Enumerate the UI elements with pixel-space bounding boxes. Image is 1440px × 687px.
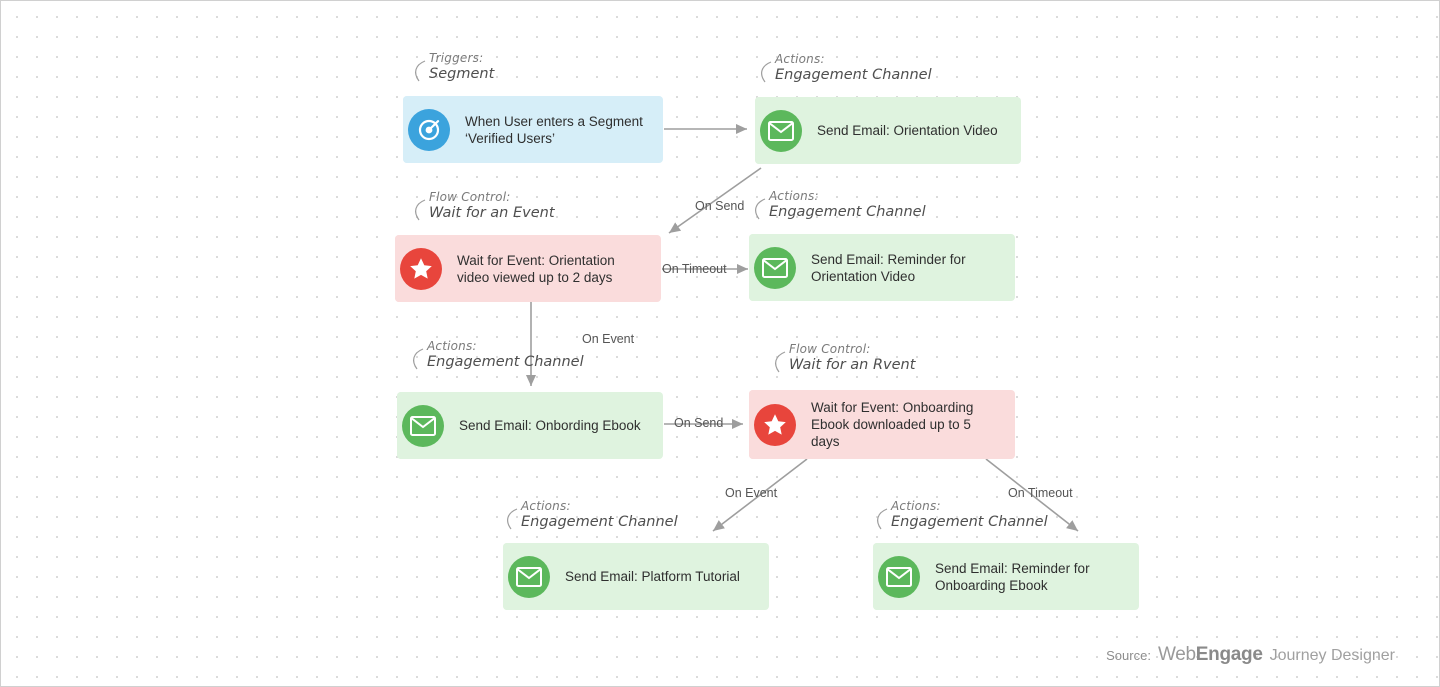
label-type: Wait for an Rvent (789, 357, 916, 373)
edge-label-on-send-1: On Send (695, 199, 745, 213)
node-email-reminder-orientation[interactable] (749, 234, 1015, 301)
node-text: When User enters a Segment ‘Verified Users’ (465, 113, 643, 146)
node-icon-box (397, 392, 449, 459)
leader-curl-wait1 (416, 200, 425, 220)
envelope-icon (402, 405, 444, 447)
label-email-reminder-orientation (769, 189, 926, 220)
node-text: Wait for Event: Onboarding Ebook downloaded up to 5 days (811, 400, 974, 449)
node-email-platform-tutorial[interactable] (503, 543, 769, 610)
label-type: Engagement Channel (427, 354, 584, 370)
node-email-reminder-ebook[interactable] (873, 543, 1139, 610)
node-wait-onboarding-ebook[interactable] (749, 390, 1015, 459)
leader-curl-wait2 (776, 352, 785, 372)
edge-label-on-event-1: On Event (582, 332, 635, 346)
source-attribution (1106, 644, 1395, 666)
brand-engage: Engage (1195, 644, 1263, 665)
label-type: Engagement Channel (891, 514, 1048, 530)
envelope-icon (508, 556, 550, 598)
node-text: Send Email: Orientation Video (817, 123, 998, 138)
node-wait-orientation-video[interactable] (395, 235, 661, 302)
label-type: Engagement Channel (769, 204, 926, 220)
product-name: Journey Designer (1269, 647, 1395, 664)
node-icon-box (403, 96, 455, 163)
label-kind: Actions: (775, 52, 825, 66)
edge-label-on-timeout-1: On Timeout (662, 262, 727, 276)
leader-curl-reminder1 (756, 199, 765, 219)
envelope-icon (878, 556, 920, 598)
label-type: Segment (429, 66, 495, 82)
leader-curl-orientation (762, 62, 771, 82)
label-email-orientation (775, 52, 932, 83)
leader-curl-ebook (414, 349, 423, 369)
webengage-logo (1158, 644, 1263, 666)
node-text: Send Email: Reminder for Onboarding Ebook (935, 560, 1090, 593)
label-email-reminder-ebook (891, 499, 1048, 530)
node-text: Send Email: Reminder for Orientation Video (811, 251, 966, 284)
label-kind: Actions: (769, 189, 819, 203)
label-email-ebook (427, 339, 584, 370)
node-text: Send Email: Platform Tutorial (565, 569, 740, 584)
envelope-icon (760, 110, 802, 152)
label-type: Wait for an Event (429, 205, 555, 221)
leader-curl-tutorial (508, 509, 517, 529)
node-icon-box (749, 390, 801, 459)
leader-curl-segment (416, 61, 425, 81)
node-email-onbording-ebook[interactable] (397, 392, 663, 459)
source-prefix: Source: (1106, 648, 1151, 663)
edge-label-on-send-2: On Send (674, 416, 724, 430)
label-kind: Actions: (521, 499, 571, 513)
label-type: Engagement Channel (775, 67, 932, 83)
brand-web: Web (1157, 644, 1196, 665)
label-kind: Actions: (427, 339, 477, 353)
envelope-icon (754, 247, 796, 289)
node-text: Send Email: Onbording Ebook (459, 418, 641, 433)
node-segment[interactable] (403, 96, 663, 163)
label-type: Engagement Channel (521, 514, 678, 530)
node-icon-box (873, 543, 925, 610)
node-text: Wait for Event: Orientation video viewed up to 2 days (457, 252, 615, 285)
edge-label-on-event-2: On Event (725, 486, 778, 500)
label-kind: Flow Control: (789, 342, 871, 356)
node-icon-box (503, 543, 555, 610)
label-kind: Triggers: (429, 51, 484, 65)
label-email-tutorial (521, 499, 678, 530)
node-icon-box (395, 235, 447, 302)
node-email-orientation-video[interactable] (755, 97, 1021, 164)
star-icon (754, 404, 796, 446)
label-segment (429, 51, 494, 82)
edge-label-on-timeout-2: On Timeout (1008, 486, 1073, 500)
target-icon (408, 109, 450, 151)
node-icon-box (749, 234, 801, 301)
leader-curl-reminder2 (878, 509, 887, 529)
label-kind: Flow Control: (429, 190, 511, 204)
node-icon-box (755, 97, 807, 164)
label-wait-orientation (429, 190, 555, 221)
label-kind: Actions: (891, 499, 941, 513)
label-wait-ebook (789, 342, 915, 373)
star-icon (400, 248, 442, 290)
